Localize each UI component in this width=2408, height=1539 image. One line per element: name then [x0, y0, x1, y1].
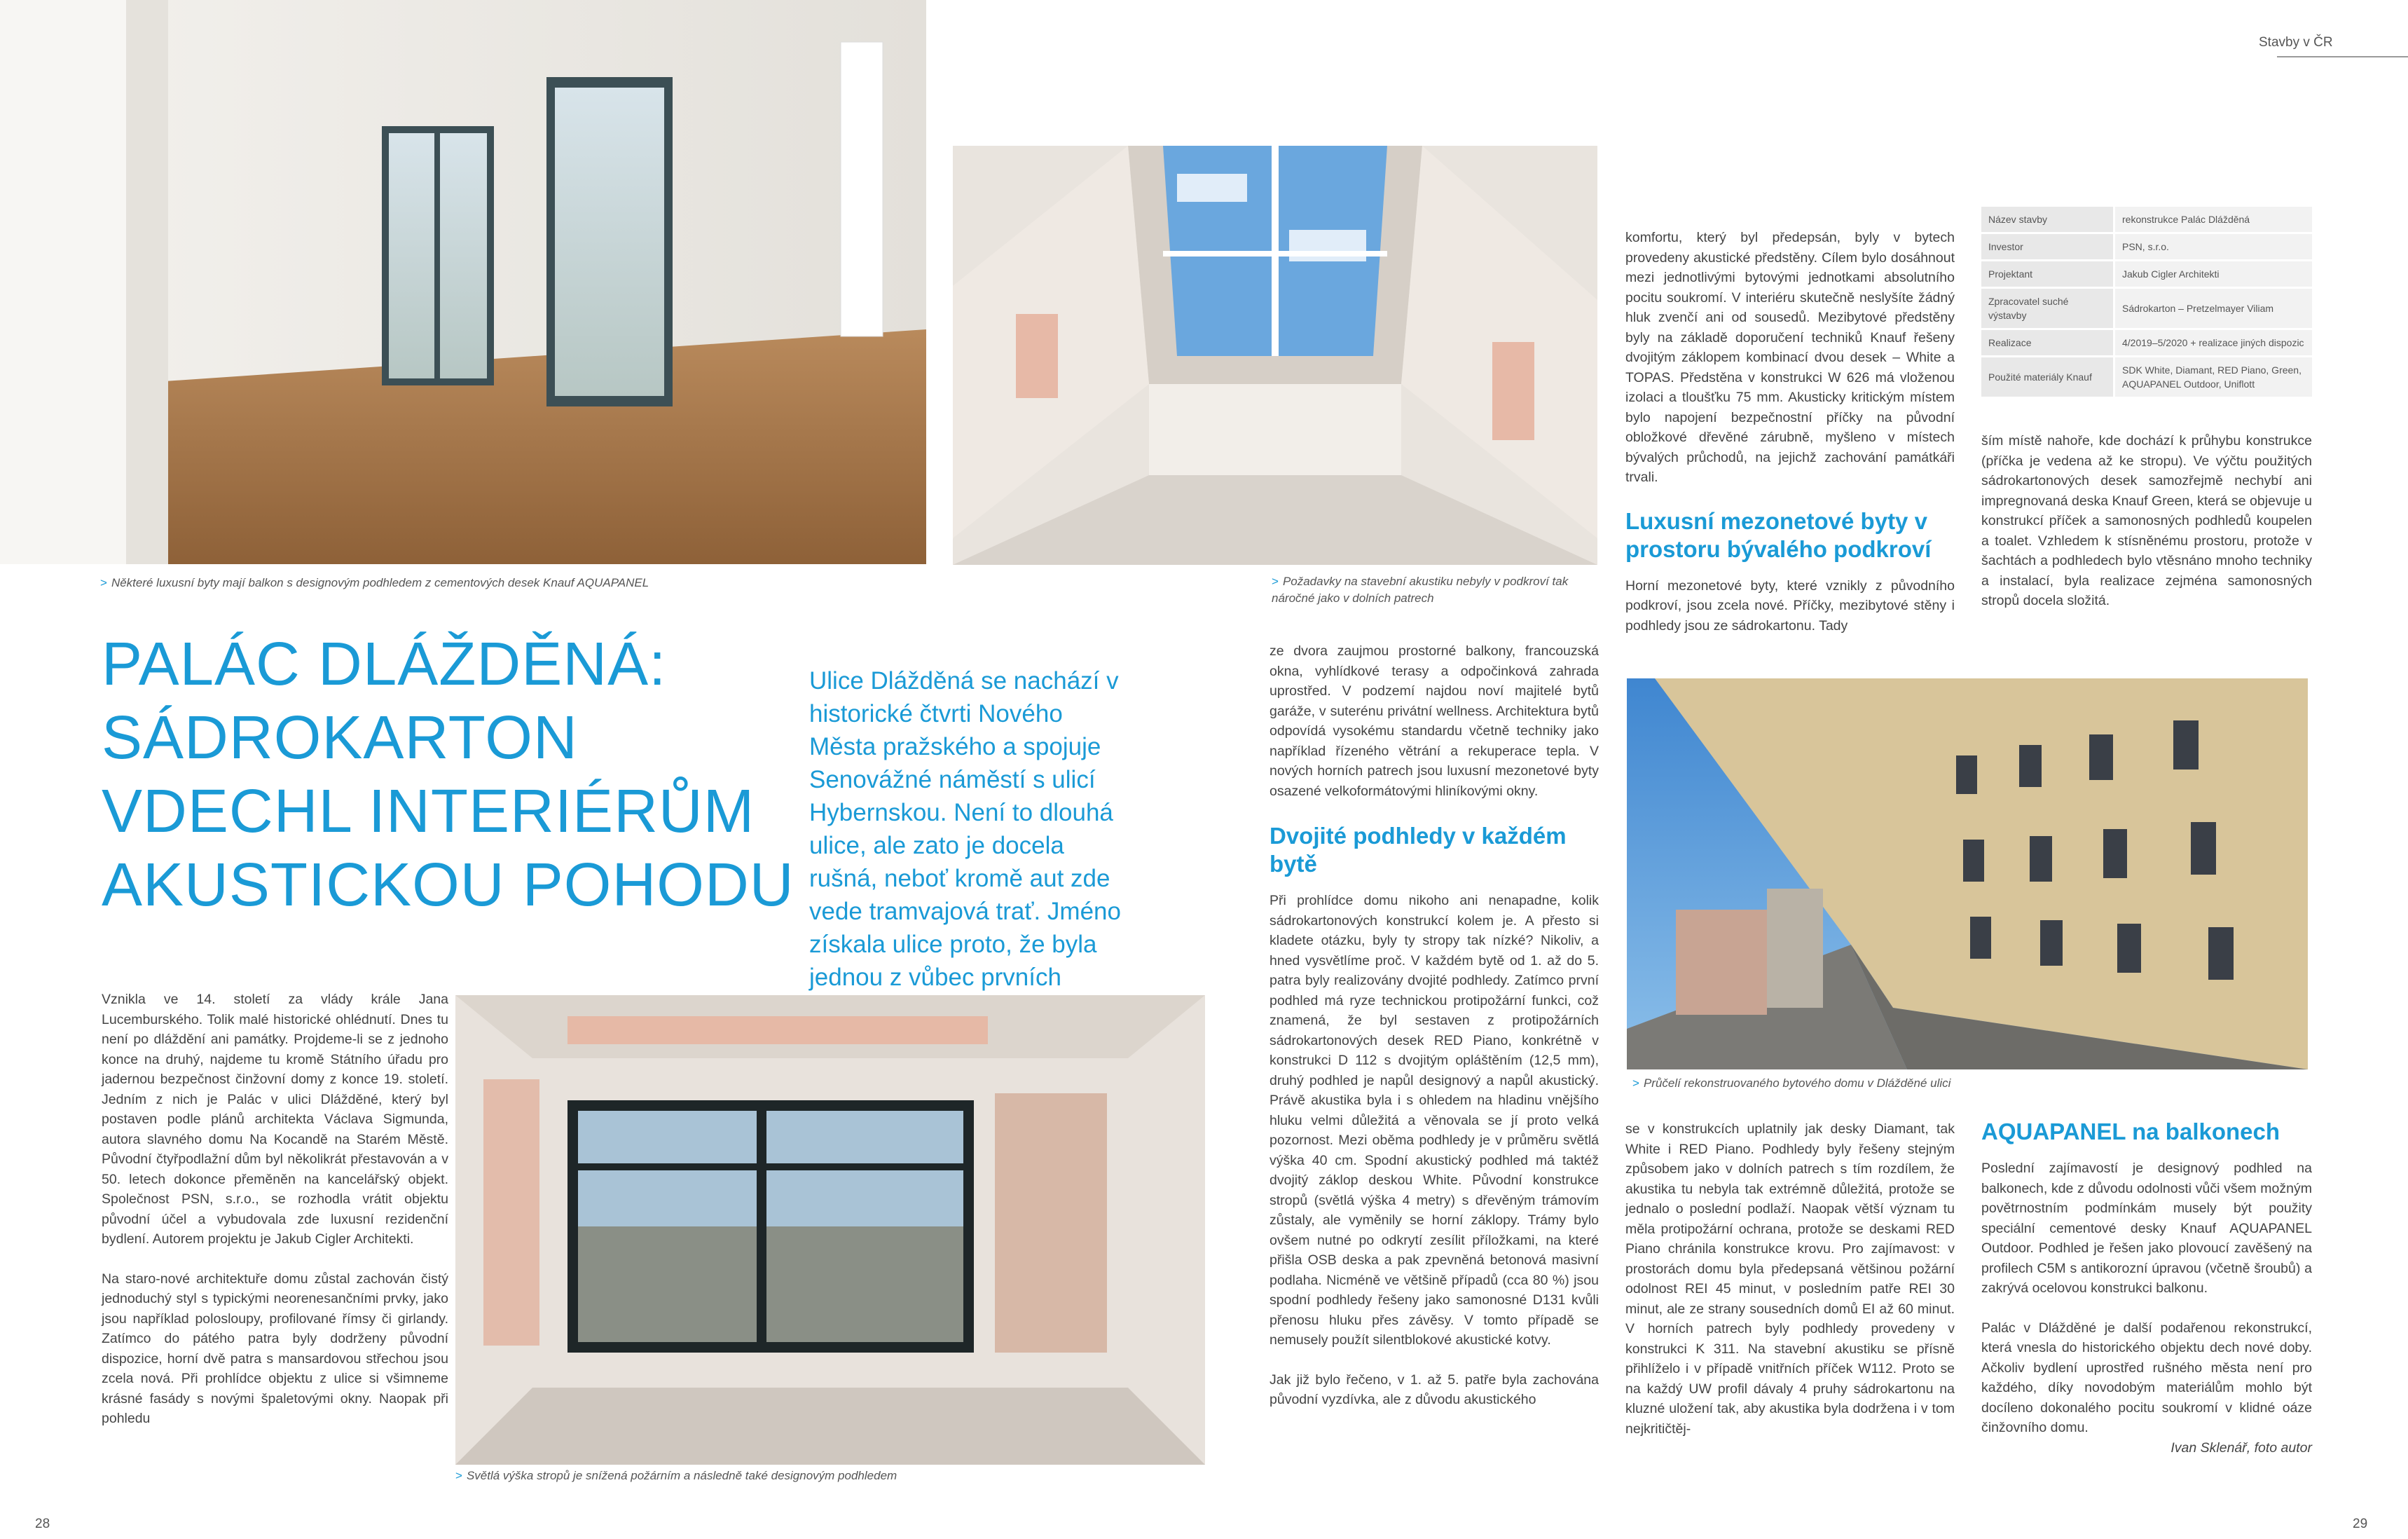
table-row	[1981, 207, 2312, 233]
photo-room-window	[455, 995, 1205, 1465]
table-key: Použité materiály Knauf	[1981, 357, 2114, 398]
title-line-4: AKUSTICKOU POHODU	[102, 851, 794, 919]
text-column-4-continued	[1981, 1118, 2312, 1458]
table-value: Sádrokarton – Pretzelmayer Viliam	[2114, 288, 2313, 329]
text-column-4	[1981, 431, 2312, 611]
title-line-1: PALÁC DLÁŽDĚNÁ:	[102, 630, 667, 698]
section-tag-right: Stavby v ČR	[2259, 35, 2333, 50]
table-value: 4/2019–5/2020 + realizace jiných dispozic	[2114, 329, 2313, 357]
text-column-2	[1270, 641, 1599, 1410]
project-info-table	[1981, 207, 2312, 399]
caption-photo-4: > Průčelí rekonstruovaného bytového domu v Dlážděné ulici	[1632, 1076, 1951, 1090]
paragraph: Palác v Dlážděné je další podařenou rekonstrukcí, která vnesla do historického objektu dech nové doby. Ačkoliv bydlení uprostřed rušného města není pro každého, díky novodobým materiálům mohlo být docíleno dokonalého pocitu soukromí v klidné oáze činžovního domu.	[1981, 1320, 2312, 1435]
header-rule-right	[2277, 56, 2408, 57]
caption-photo-2: > Požadavky na stavební akustiku nebyly v podkroví tak náročné jako v dolních patrech	[1272, 575, 1569, 605]
caption-photo-1: > Některé luxusní byty mají balkon s designovým podhledem z cementových desek Knauf AQUAPANEL	[100, 576, 649, 589]
table-key: Investor	[1981, 233, 2114, 261]
subheading-mezonet: Luxusní mezonetové byty v prostoru bývalého podkroví	[1625, 507, 1932, 562]
caption-photo-3: > Světlá výška stropů je snížená požárním a následně také designovým podhledem	[455, 1469, 897, 1482]
table-row	[1981, 357, 2312, 398]
paragraph: Na staro-nové architektuře domu zůstal zachován čistý jednoduchý styl s typickými neorenesančními prvky, jako jsou například polosloupy, profilované římsy či girlandy. Zatímco do pátého patra byly dodrženy původní dispozice, horní dvě patra s mansardovou střechou jsou zcela nová. Při prohlídce objektu z ulice si všimneme krásné fasády s novými špaletovými okny. Naopak při pohledu	[102, 1271, 448, 1426]
article-lead: Ulice Dlážděná se nachází v historické čtvrti Nového Města pražského a spojuje Senovážné náměstí s ulicí Hybernskou. Není to dlouhá ulice, ale zato je docela rušná, neboť kromě aut zde vede tramvajová trať. Jméno získala ulice proto, že byla jednou z vůbec prvních	[809, 667, 1121, 991]
page-number-right: 29	[2353, 1517, 2368, 1531]
table-row	[1981, 261, 2312, 288]
page-number-left: 28	[35, 1517, 50, 1531]
paragraph: Při prohlídce domu nikoho ani nenapadne, kolik sádrokartonových konstrukcí kolem je. A přesto si kladete otázku, byly ty stropy tak nízké? Nikoliv, a hned vysvětlíme proč. V každém bytě od 1. až do 5. patra byly realizovány dvojité podhledy. Zatímco první podhled má ryze technickou protipožární funkci, což znamená, že byl sestaven z protipožárních sádrokartonových desek RED Piano, konkrétně v konstrukci D 112 s dvojitým opláštěním (12,5 mm), druhý podhled je napůl designový a napůl akustický. Právě akustika byla i s ohledem na hladinu vnějšího hluku velmi důležitá a věnovala se jí proto velká pozornost. Mezi oběma podhledy je v průměru světlá výška 40 cm. Spodní akustický podhled má taktéž dvojitý záklop deskou White. Původní konstrukce stropů (světlá výška 4 metry) s dřevěným trámovím zůstaly, ale vyměnily se horní záklopy. Trámy bylo ovšem nutné po odkrytí zesílit příložkami, na které přišla OSB deska a pak zpevněná betonová masivní podlaha. Nicméně ve většině případů (cca 80 %) jsou spodní podhledy řešeny jako samonosné D131 kvůli přenosu hluku přes závěsy. V tomto případě se nemusely použít silentblokové akustické kotvy.	[1270, 893, 1599, 1348]
paragraph: se v konstrukcích uplatnily jak desky Diamant, tak White i RED Piano. Podhledy byly řešeny stejným způsobem jako v dolních patrech s tím rozdílem, že akustika tu nebyla tak extrémně důležitá, protože se jednalo o poslední podlaží. Naopak větší význam tu měla protipožární ochrana, protože se deskami RED Piano chránila konstrukce krovu. Pro zajímavost: v prostorách domu byla předepsaná většinou požární odolnost REI 45 minut, v posledním patře REI 30 minut, ale ze strany sousedních domů EI až 60 minut. V horních patrech byly podhledy provedeny v konstrukci K 311. Na stavební akustiku se přísně přihlíželo i v případě vnitřních příček W112. Proto se na každý UW profil dávaly 4 pruhy sádrokartonu na kluzné uložení tak, aby akustika byla dodržena i v tom nejkritičtěj-	[1625, 1121, 1955, 1437]
table-value: PSN, s.r.o.	[2114, 233, 2313, 261]
table-row	[1981, 233, 2312, 261]
photo-facade-street	[1627, 678, 2308, 1069]
table-key: Název stavby	[1981, 207, 2114, 233]
text-column-3-continued	[1625, 1119, 1955, 1439]
photo-attic-skylight	[953, 146, 1597, 565]
text-column-3	[1625, 228, 1955, 636]
paragraph: Jak již bylo řečeno, v 1. až 5. patře byla zachována původní vyzdívka, ale z důvodu akustického	[1270, 1372, 1599, 1407]
table-value: rekonstrukce Palác Dlážděná	[2114, 207, 2313, 233]
paragraph: Vznikla ve 14. století za vlády krále Jana Lucemburského. Tolik malé historické ohlédnutí. Dnes tu není po dláždění ani památky. Projdeme-li se z jednoho konce na druhý, najdeme tu kromě Státního úřadu pro jadernou bezpečnost činžovní domy z konce 19. století. Jedním z nich je Palác v ulici Dlážděné, který byl postaven podle plánů architekta Václava Sigmunda, autora slavného domu Na Kocandě na Starém Městě. Původní čtyřpodlažní dům byl několikrát přestavován a v 50. letech dokonce přeměněn na kancelářský objekt. Společnost PSN, s.r.o., se rozhodla vrátit objektu původní účel a vybudovala zde luxusní rezidenční bydlení. Autorem projektu je Jakub Cigler Architekti.	[102, 992, 448, 1247]
table-value: SDK White, Diamant, RED Piano, Green, AQUAPANEL Outdoor, Uniflott	[2114, 357, 2313, 398]
table-row	[1981, 288, 2312, 329]
title-line-2: SÁDROKARTON	[102, 704, 578, 772]
paragraph: ze dvora zaujmou prostorné balkony, francouzská okna, vyhlídkové terasy a odpočinková zahrada uprostřed. V podzemí najdou noví majitelé bytů garáže, v suterénu privátní wellness. Architektura bytů odpovídá vysokému standardu včetně techniky jako například řízeného větrání a rekuperace tepla. V nových horních patrech jsou luxusní mezonetové byty osazené velkoformátovými hliníkovými okny.	[1270, 643, 1599, 799]
subheading-double-ceilings: Dvojité podhledy v každém bytě	[1270, 823, 1567, 877]
text-column-1	[102, 990, 448, 1429]
subheading-aquapanel: AQUAPANEL na balkonech	[1981, 1119, 2280, 1144]
table-key: Zpracovatel suché výstavby	[1981, 288, 2114, 329]
paragraph: ším místě nahoře, kde dochází k průhybu konstrukce (příčka je vedena až ke stropu). Ve výčtu použitých sádrokartonových desek samozřejmě nechybí ani impregnovaná deska Knauf Green, která se objevuje u konstrukcí příček a samonosných podhledů koupelen a toalet. Vzhledem k stísněnému prostoru, protože v šachtách a podhledech bylo vtěsnáno mnoho techniky a instalací, byla realizace zejména samonosných stropů docela složitá.	[1981, 433, 2312, 608]
author-credit: Ivan Sklenář, foto autor	[2170, 1439, 2312, 1456]
table-row	[1981, 329, 2312, 357]
photo-interior-balcony	[0, 0, 926, 564]
table-value: Jakub Cigler Architekti	[2114, 261, 2313, 288]
title-line-3: VDECHL INTERIÉRŮM	[102, 777, 755, 845]
paragraph: komfortu, který byl předepsán, byly v bytech provedeny akustické předstěny. Cílem bylo dosáhnout mezi jednotlivými bytovými jednotkami absolutního pocitu soukromí. V interiéru skutečně neslyšíte žádný hluk zvenčí ani od sousedů. Mezibytové předstěny byly na základě doporučení techniků Knauf řešeny dvojitým záklopem kombinací dvou desek – White a TOPAS. Předstěna v konstrukci W 626 má vloženou izolaci a tloušťku 75 mm. Akusticky kritickým místem bylo napojení bezpečnostní příčky na původní obložkové dřevěné zárubně, myšleno v místech bývalých průchodů, na jejichž zachování památkáři trvali.	[1625, 230, 1955, 485]
table-key: Projektant	[1981, 261, 2114, 288]
paragraph: Horní mezonetové byty, které vznikly z původního podkroví, jsou zcela nové. Příčky, mezibytové stěny i podhledy jsou ze sádrokartonu. Tady	[1625, 577, 1955, 634]
paragraph: Poslední zajímavostí je designový podhled na balkonech, kde z důvodu odolnosti vůči všem možným povětrnostním podmínkám musely být použity speciální cementové desky Knauf AQUAPANEL Outdoor. Podhled je řešen jako plovoucí zavěšený na profilech C5M s antikorozní úpravou (včetně šroubů) a zakrývá ocelovou konstrukci balkonu.	[1981, 1161, 2312, 1296]
article-title	[102, 627, 809, 922]
table-key: Realizace	[1981, 329, 2114, 357]
